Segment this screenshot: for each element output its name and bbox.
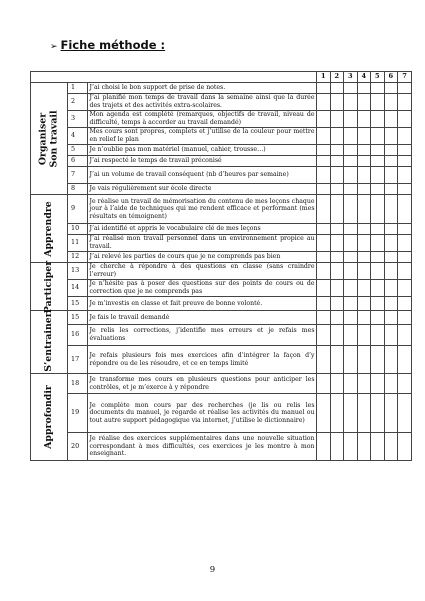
criterion-text: Je n’hésite pas à poser des questions sur des points de cours ou de correction que je ne comprends pas bbox=[89, 280, 315, 295]
criterion-text: J’ai un volume de travail conséquent (nb d’heures par semaine) bbox=[88, 167, 317, 184]
rating-cell[interactable] bbox=[384, 280, 398, 297]
rating-cell[interactable] bbox=[371, 311, 385, 325]
rating-cell[interactable] bbox=[398, 83, 412, 94]
rating-cell[interactable] bbox=[330, 167, 344, 184]
rating-cell[interactable] bbox=[384, 374, 398, 394]
criterion-row bbox=[31, 184, 412, 195]
rating-cell[interactable] bbox=[344, 145, 358, 156]
criterion-number: 16 bbox=[68, 325, 88, 346]
rating-cell[interactable] bbox=[384, 297, 398, 311]
rating-cell[interactable] bbox=[384, 94, 398, 111]
criterion-number: 5 bbox=[68, 145, 88, 156]
rating-cell[interactable] bbox=[371, 252, 385, 263]
rating-cell[interactable] bbox=[384, 145, 398, 156]
rating-cell[interactable] bbox=[357, 83, 371, 94]
criterion-row bbox=[31, 145, 412, 156]
rating-cell[interactable] bbox=[371, 184, 385, 195]
section-label-line: S’entrainer bbox=[42, 312, 54, 372]
rating-cell[interactable] bbox=[317, 394, 331, 433]
rating-cell[interactable] bbox=[398, 325, 412, 346]
column-header: 1 bbox=[317, 72, 331, 83]
rating-cell[interactable] bbox=[317, 167, 331, 184]
header-blank-cell bbox=[31, 72, 317, 83]
rating-cell[interactable] bbox=[357, 325, 371, 346]
criterion-number: 9 bbox=[68, 195, 88, 224]
column-header: 3 bbox=[344, 72, 358, 83]
rating-cell[interactable] bbox=[357, 374, 371, 394]
rating-cell[interactable] bbox=[371, 224, 385, 235]
rating-cell[interactable] bbox=[344, 346, 358, 374]
rating-cell[interactable] bbox=[371, 297, 385, 311]
rating-cell[interactable] bbox=[317, 311, 331, 325]
criterion-row bbox=[31, 374, 412, 394]
rating-cell[interactable] bbox=[398, 433, 412, 461]
rating-cell[interactable] bbox=[384, 167, 398, 184]
criterion-row bbox=[31, 325, 412, 346]
rating-cell[interactable] bbox=[344, 156, 358, 167]
section-label bbox=[44, 260, 55, 312]
rating-cell[interactable] bbox=[317, 128, 331, 145]
rating-cell[interactable] bbox=[344, 111, 358, 128]
section-label bbox=[44, 312, 55, 371]
criterion-number: 1 bbox=[68, 83, 88, 94]
rating-cell[interactable] bbox=[398, 184, 412, 195]
rating-cell[interactable] bbox=[371, 83, 385, 94]
criterion-row bbox=[31, 252, 412, 263]
rating-cell[interactable] bbox=[317, 83, 331, 94]
rating-cell[interactable] bbox=[330, 94, 344, 111]
rating-cell[interactable] bbox=[344, 394, 358, 433]
section-label-cell bbox=[31, 260, 68, 313]
criterion-text: Je cherche à répondre à des questions en classe (sans craindre l’erreur) bbox=[89, 263, 315, 278]
rating-cell[interactable] bbox=[330, 433, 344, 461]
criterion-number: 6 bbox=[68, 156, 88, 167]
criterion-number: 13 bbox=[68, 263, 88, 280]
rating-cell[interactable] bbox=[344, 280, 358, 297]
criterion-text: J’ai relevé les parties de cours que je ne comprends pas bien bbox=[88, 252, 317, 263]
rating-cell[interactable] bbox=[317, 374, 331, 394]
rating-cell[interactable] bbox=[330, 252, 344, 263]
rating-cell[interactable] bbox=[357, 263, 371, 280]
rating-cell[interactable] bbox=[317, 195, 331, 224]
criterion-text: Je refais plusieurs fois mes exercices afin d’intégrer la façon d’y répondre ou de les résoudre, et ce en temps limité bbox=[88, 346, 317, 374]
header-row bbox=[31, 72, 412, 83]
criterion-number: 20 bbox=[68, 433, 88, 461]
rating-cell[interactable] bbox=[317, 433, 331, 461]
criterion-row bbox=[31, 167, 412, 184]
rating-cell[interactable] bbox=[330, 184, 344, 195]
rating-cell[interactable] bbox=[330, 195, 344, 224]
rating-cell[interactable] bbox=[357, 156, 371, 167]
rating-cell[interactable] bbox=[398, 195, 412, 224]
rating-cell[interactable] bbox=[330, 297, 344, 311]
rating-cell[interactable] bbox=[357, 297, 371, 311]
criterion-text: Je n’oublie pas mon matériel (manuel, cahier, trousse…) bbox=[88, 145, 317, 156]
rating-cell[interactable] bbox=[344, 128, 358, 145]
rating-cell[interactable] bbox=[371, 433, 385, 461]
rating-cell[interactable] bbox=[357, 94, 371, 111]
section-label-cell bbox=[31, 195, 68, 263]
rating-cell[interactable] bbox=[317, 235, 331, 252]
rating-cell[interactable] bbox=[330, 235, 344, 252]
rating-cell[interactable] bbox=[398, 235, 412, 252]
rating-cell[interactable] bbox=[344, 235, 358, 252]
rating-cell[interactable] bbox=[384, 346, 398, 374]
rating-cell[interactable] bbox=[398, 252, 412, 263]
section-label bbox=[44, 201, 55, 257]
rating-cell[interactable] bbox=[344, 325, 358, 346]
rating-cell[interactable] bbox=[371, 325, 385, 346]
rating-cell[interactable] bbox=[317, 184, 331, 195]
rating-cell[interactable] bbox=[384, 184, 398, 195]
rating-cell[interactable] bbox=[384, 111, 398, 128]
criterion-text: Je complète mon cours par des recherches (je lis ou relis les documents du manuel, je regarde et réalise les activités du manuel ou tout autre support pédagogique via internet, j’utilise le dictionnaire) bbox=[88, 394, 317, 433]
criterion-text: J’ai planifié mon temps de travail dans la semaine ainsi que la durée des trajets et des activités extra-scolaires. bbox=[89, 94, 315, 109]
criterion-text: Je vais régulièrement sur école directe bbox=[88, 184, 317, 195]
criterion-number: 2 bbox=[68, 94, 88, 111]
criterion-number: 17 bbox=[68, 346, 88, 374]
rating-cell[interactable] bbox=[317, 94, 331, 111]
rating-cell[interactable] bbox=[344, 167, 358, 184]
rating-cell[interactable] bbox=[384, 263, 398, 280]
criterion-text: Je réalise des exercices supplémentaires dans une nouvelle situation correspondant à mes difficultés, ces exercices je les montre à mon enseignant. bbox=[88, 433, 317, 461]
criterion-text: Je relis les corrections, j’identifie mes erreurs et je refais mes évaluations bbox=[88, 325, 317, 346]
rating-cell[interactable] bbox=[344, 94, 358, 111]
rating-cell[interactable] bbox=[357, 433, 371, 461]
rating-cell[interactable] bbox=[330, 111, 344, 128]
criterion-row bbox=[31, 195, 412, 224]
section-label-line: Approfondir bbox=[42, 385, 54, 449]
rating-cell[interactable] bbox=[357, 167, 371, 184]
rating-cell[interactable] bbox=[357, 280, 371, 297]
criterion-row bbox=[31, 224, 412, 235]
rating-cell[interactable] bbox=[317, 263, 331, 280]
criterion-row bbox=[31, 94, 412, 111]
rating-cell[interactable] bbox=[371, 394, 385, 433]
criterion-row bbox=[31, 156, 412, 167]
rating-cell[interactable] bbox=[344, 297, 358, 311]
criterion-number: 11 bbox=[68, 235, 88, 252]
criterion-row bbox=[31, 346, 412, 374]
column-header: 5 bbox=[371, 72, 385, 83]
rating-cell[interactable] bbox=[357, 145, 371, 156]
section-label-line: Organiser bbox=[37, 112, 49, 165]
rating-cell[interactable] bbox=[371, 111, 385, 128]
criterion-text: Je transforme mes cours en plusieurs questions pour anticiper les contrôles, et je m’exerce à y répondre bbox=[88, 374, 317, 394]
rating-cell[interactable] bbox=[357, 111, 371, 128]
column-header: 2 bbox=[330, 72, 344, 83]
criterion-number: 3 bbox=[68, 111, 88, 128]
rating-cell[interactable] bbox=[398, 374, 412, 394]
column-header: 6 bbox=[384, 72, 398, 83]
criterion-number: 7 bbox=[68, 167, 88, 184]
rating-cell[interactable] bbox=[357, 311, 371, 325]
rating-cell[interactable] bbox=[384, 235, 398, 252]
rating-cell[interactable] bbox=[384, 83, 398, 94]
rating-cell[interactable] bbox=[371, 195, 385, 224]
rating-cell[interactable] bbox=[398, 394, 412, 433]
section-label-line: Apprendre bbox=[42, 200, 54, 257]
rating-cell[interactable] bbox=[357, 252, 371, 263]
criterion-row bbox=[31, 83, 412, 94]
rating-cell[interactable] bbox=[384, 252, 398, 263]
rating-cell[interactable] bbox=[357, 128, 371, 145]
rating-cell[interactable] bbox=[317, 297, 331, 311]
rating-cell[interactable] bbox=[330, 374, 344, 394]
criterion-row bbox=[31, 235, 412, 252]
rating-cell[interactable] bbox=[357, 346, 371, 374]
rating-cell[interactable] bbox=[317, 280, 331, 297]
rating-cell[interactable] bbox=[317, 111, 331, 128]
section-label-cell bbox=[31, 311, 68, 374]
rating-cell[interactable] bbox=[371, 128, 385, 145]
criterion-text: Mon agenda est complété (remarques, objectifs de travail, niveau de difficulté, temps à accorder au travail demandé) bbox=[89, 111, 315, 126]
rating-cell[interactable] bbox=[357, 195, 371, 224]
rating-cell[interactable] bbox=[398, 280, 412, 297]
criterion-number: 19 bbox=[68, 394, 88, 433]
rating-cell[interactable] bbox=[317, 145, 331, 156]
criterion-row bbox=[31, 263, 412, 280]
rating-cell[interactable] bbox=[344, 195, 358, 224]
rating-cell[interactable] bbox=[330, 394, 344, 433]
rating-cell[interactable] bbox=[398, 167, 412, 184]
rating-cell[interactable] bbox=[330, 128, 344, 145]
rating-cell[interactable] bbox=[398, 145, 412, 156]
section-label bbox=[39, 110, 60, 167]
rating-cell[interactable] bbox=[384, 325, 398, 346]
criterion-number: 12 bbox=[68, 252, 88, 263]
section-label-line: Participer bbox=[42, 260, 54, 313]
arrow-bullet-icon: ➢ bbox=[50, 42, 58, 52]
rating-cell[interactable] bbox=[330, 145, 344, 156]
rating-cell[interactable] bbox=[384, 128, 398, 145]
column-header: 4 bbox=[357, 72, 371, 83]
rating-cell[interactable] bbox=[384, 394, 398, 433]
criterion-row bbox=[31, 311, 412, 325]
section-label-line: Son travail bbox=[48, 109, 59, 168]
criterion-number: 10 bbox=[68, 224, 88, 235]
criterion-number: 14 bbox=[68, 280, 88, 297]
rating-cell[interactable] bbox=[344, 224, 358, 235]
criterion-row bbox=[31, 433, 412, 461]
rating-cell[interactable] bbox=[384, 156, 398, 167]
rating-cell[interactable] bbox=[357, 224, 371, 235]
method-table bbox=[30, 71, 412, 461]
rating-cell[interactable] bbox=[330, 280, 344, 297]
rating-cell[interactable] bbox=[317, 346, 331, 374]
heading-text: Fiche méthode : bbox=[60, 38, 166, 52]
rating-cell[interactable] bbox=[330, 224, 344, 235]
criterion-number: 15 bbox=[68, 311, 88, 325]
rating-cell[interactable] bbox=[371, 235, 385, 252]
rating-cell[interactable] bbox=[398, 263, 412, 280]
rating-cell[interactable] bbox=[398, 94, 412, 111]
rating-cell[interactable] bbox=[398, 128, 412, 145]
rating-cell[interactable] bbox=[371, 280, 385, 297]
rating-cell[interactable] bbox=[371, 374, 385, 394]
rating-cell[interactable] bbox=[371, 156, 385, 167]
rating-cell[interactable] bbox=[344, 263, 358, 280]
rating-cell[interactable] bbox=[357, 235, 371, 252]
rating-cell[interactable] bbox=[398, 224, 412, 235]
criterion-number: 15 bbox=[68, 297, 88, 311]
criterion-number: 4 bbox=[68, 128, 88, 145]
criterion-text: J’ai choisi le bon support de prise de notes. bbox=[88, 83, 317, 94]
rating-cell[interactable] bbox=[384, 224, 398, 235]
rating-cell[interactable] bbox=[330, 263, 344, 280]
criterion-text: J’ai respecté le temps de travail préconisé bbox=[88, 156, 317, 167]
rating-cell[interactable] bbox=[371, 263, 385, 280]
rating-cell[interactable] bbox=[344, 184, 358, 195]
criterion-row bbox=[31, 394, 412, 433]
criterion-text: Je fais le travail demandé bbox=[88, 311, 317, 325]
rating-cell[interactable] bbox=[384, 433, 398, 461]
rating-cell[interactable] bbox=[317, 224, 331, 235]
rating-cell[interactable] bbox=[398, 111, 412, 128]
rating-cell[interactable] bbox=[344, 311, 358, 325]
rating-cell[interactable] bbox=[371, 94, 385, 111]
rating-cell[interactable] bbox=[330, 325, 344, 346]
rating-cell[interactable] bbox=[371, 145, 385, 156]
rating-cell[interactable] bbox=[398, 346, 412, 374]
rating-cell[interactable] bbox=[344, 252, 358, 263]
heading bbox=[50, 38, 165, 52]
rating-cell[interactable] bbox=[398, 156, 412, 167]
rating-cell[interactable] bbox=[371, 346, 385, 374]
rating-cell[interactable] bbox=[398, 297, 412, 311]
criterion-text: Mes cours sont propres, complets et j’utilise de la couleur pour mettre en relief le plan bbox=[89, 128, 315, 143]
rating-cell[interactable] bbox=[330, 311, 344, 325]
rating-cell[interactable] bbox=[357, 184, 371, 195]
section-label bbox=[44, 385, 55, 449]
rating-cell[interactable] bbox=[384, 195, 398, 224]
rating-cell[interactable] bbox=[398, 311, 412, 325]
rating-cell[interactable] bbox=[371, 167, 385, 184]
rating-cell[interactable] bbox=[317, 325, 331, 346]
criterion-text: Je réalise un travail de mémorisation du contenu de mes leçons chaque jour à l’aide de techniques qui me rendent efficace et performant (mes résultats en témoignent) bbox=[88, 195, 317, 224]
rating-cell[interactable] bbox=[330, 346, 344, 374]
rating-cell[interactable] bbox=[344, 374, 358, 394]
criterion-row bbox=[31, 111, 412, 128]
criterion-row bbox=[31, 297, 412, 311]
criterion-number: 18 bbox=[68, 374, 88, 394]
criterion-row bbox=[31, 280, 412, 297]
criterion-text: Je m’investis en classe et fait preuve de bonne volonté. bbox=[88, 297, 317, 311]
rating-cell[interactable] bbox=[330, 83, 344, 94]
criterion-text: J’ai identifié et appris le vocabulaire clé de mes leçons bbox=[88, 224, 317, 235]
rating-cell[interactable] bbox=[330, 156, 344, 167]
rating-cell[interactable] bbox=[344, 433, 358, 461]
rating-cell[interactable] bbox=[317, 252, 331, 263]
column-header: 7 bbox=[398, 72, 412, 83]
criterion-row bbox=[31, 128, 412, 145]
section-label-cell bbox=[31, 374, 68, 461]
criterion-text: J’ai réalisé mon travail personnel dans un environnement propice au travail. bbox=[89, 235, 315, 250]
criterion-number: 8 bbox=[68, 184, 88, 195]
rating-cell[interactable] bbox=[344, 83, 358, 94]
page-number: 9 bbox=[209, 565, 216, 575]
section-label-cell bbox=[31, 83, 68, 195]
rating-cell[interactable] bbox=[384, 311, 398, 325]
rating-cell[interactable] bbox=[357, 394, 371, 433]
rating-cell[interactable] bbox=[317, 156, 331, 167]
